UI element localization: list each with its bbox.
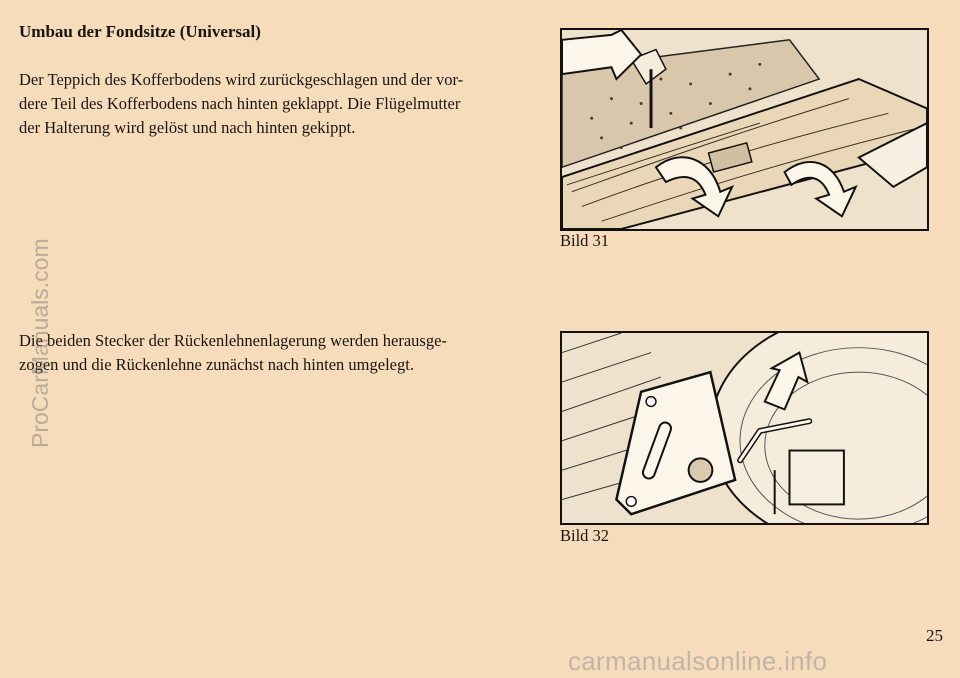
section-heading: Umbau der Fondsitze (Universal): [19, 22, 261, 41]
paragraph-seat-back: Die beiden Stecker der Rückenlehnenlagerung werden herausge- zogen und die Rückenlehne zunächst nach hinten umgelegt.: [19, 331, 447, 374]
page-number: 25: [926, 626, 943, 645]
watermark-carmanualsonline: carmanualsonline.info: [568, 646, 828, 676]
figure-31-illustration: [560, 28, 929, 231]
seat-back-plug-drawing: [562, 333, 927, 523]
figure-32-illustration: [560, 331, 929, 525]
figure-31-caption: Bild 31: [560, 231, 610, 250]
trunk-floor-hinge-drawing: [562, 30, 927, 229]
figure-32-caption: Bild 32: [560, 526, 610, 545]
watermark-procarmanuals: ProCarManuals.com: [27, 238, 53, 448]
paragraph-trunk-floor: Der Teppich des Kofferbodens wird zurückgeschlagen und der vor- dere Teil des Kofferbodens nach hinten geklappt. Die Flügelmutter der Halterung wird gelöst und nach hinten gekippt.: [19, 70, 464, 137]
